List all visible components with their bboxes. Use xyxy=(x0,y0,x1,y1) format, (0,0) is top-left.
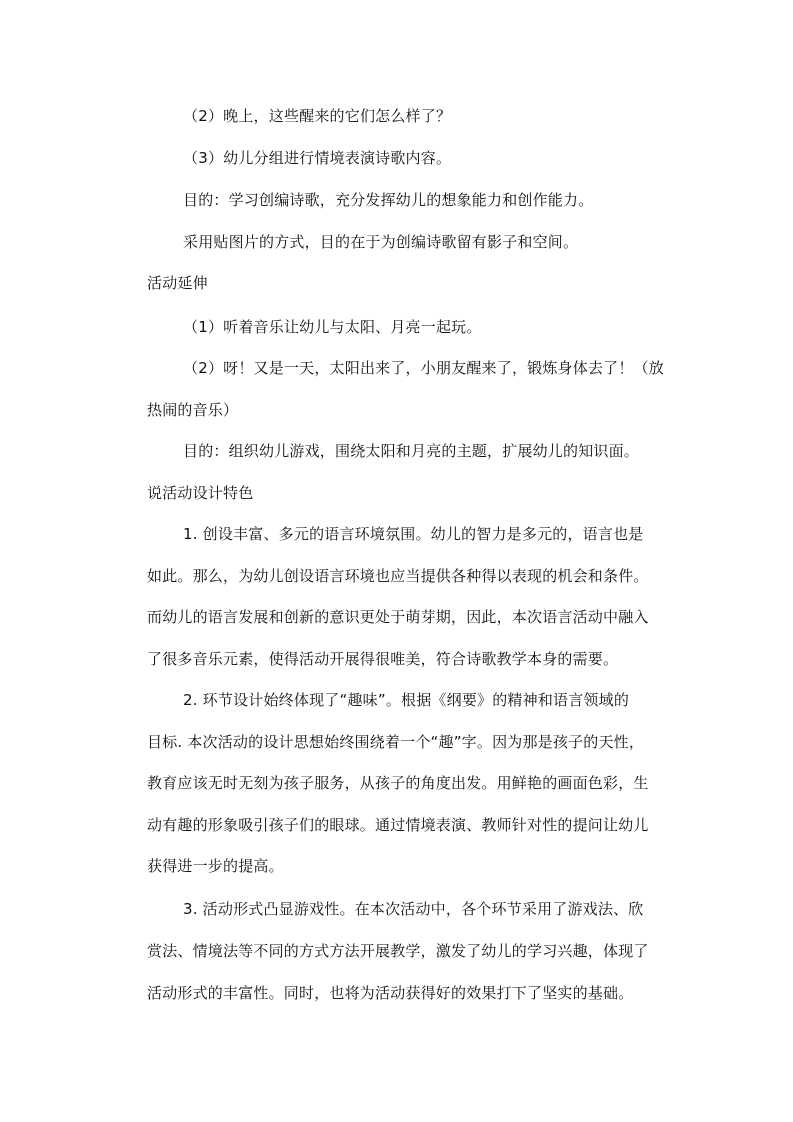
extension-item-1: （1）听着音乐让幼儿与太阳、月亮一起玩。 xyxy=(183,318,482,336)
feature-2-line-4: 动有趣的形象吸引孩子们的眼球。通过情境表演、教师针对性的提问让幼儿 xyxy=(147,816,649,834)
purpose-paragraph-1: 目的：学习创编诗歌，充分发挥幼儿的想象能力和创作能力。 xyxy=(183,191,594,209)
feature-3-line-2: 赏法、情境法等不同的方式方法开展教学，激发了幼儿的学习兴趣，体现了 xyxy=(147,942,649,960)
section-heading-design-features: 说活动设计特色 xyxy=(147,484,254,502)
feature-1-line-2: 如此。那么，为幼儿创设语言环境也应当提供各种得以表现的机会和条件。 xyxy=(147,567,649,585)
subitem-3-performance: （3）幼儿分组进行情境表演诗歌内容。 xyxy=(183,149,452,167)
subitem-2-question: （2）晚上，这些醒来的它们怎么样了？ xyxy=(183,107,452,125)
extension-item-2-line-2: 热闹的音乐） xyxy=(147,401,239,419)
method-paragraph: 采用贴图片的方式，目的在于为创编诗歌留有影子和空间。 xyxy=(183,233,579,251)
extension-item-2-line-1: （2）呀！又是一天，太阳出来了，小朋友醒来了，锻炼身体去了！（放 xyxy=(183,359,664,377)
feature-2-line-2: 目标. 本次活动的设计思想始终围绕着一个“趣”字。因为那是孩子的天性， xyxy=(147,733,645,751)
purpose-paragraph-2: 目的：组织幼儿游戏，围绕太阳和月亮的主题，扩展幼儿的知识面。 xyxy=(183,442,640,460)
feature-3-line-3: 活动形式的丰富性。同时，也将为活动获得好的效果打下了坚实的基础。 xyxy=(147,984,634,1002)
feature-1-line-1: 1. 创设丰富、多元的语言环境氛围。幼儿的智力是多元的，语言也是 xyxy=(183,525,644,543)
feature-1-line-4: 了很多音乐元素，使得活动开展得很唯美，符合诗歌教学本身的需要。 xyxy=(147,650,619,668)
feature-2-line-5: 获得进一步的提高。 xyxy=(147,857,284,875)
section-heading-activity-extension: 活动延伸 xyxy=(147,274,208,292)
feature-1-line-3: 而幼儿的语言发展和创新的意识更处于萌芽期，因此，本次语言活动中融入 xyxy=(147,608,649,626)
feature-3-line-1: 3. 活动形式凸显游戏性。在本次活动中，各个环节采用了游戏法、欣 xyxy=(183,900,644,918)
feature-2-line-3: 教育应该无时无刻为孩子服务，从孩子的角度出发。用鲜艳的画面色彩，生 xyxy=(147,774,649,792)
feature-2-line-1: 2. 环节设计始终体现了“趣味”。根据《纲要》的精神和语言领域的 xyxy=(183,691,630,709)
